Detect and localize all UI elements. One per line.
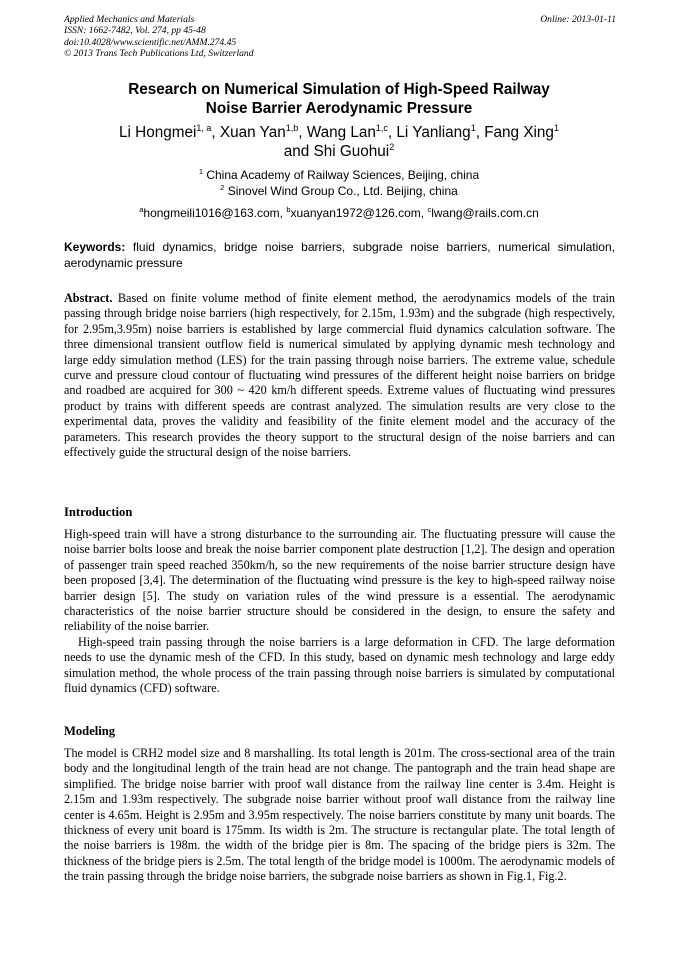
author-name: Li Hongmei [119,124,197,141]
affiliation-2: $^2$ Sinovel Wind Group Co., Ltd. Beijing, china [220,182,458,198]
author-sup: 1,b [285,123,299,133]
author-list [60,123,618,161]
author-emails: $^a$hongmeili1016@163.com, $^b$xuanyan1972@126.com, $^c$lwang@rails.com.cn [139,205,539,220]
author-line-2 [60,142,618,161]
keywords-text: fluid dynamics, bridge noise barriers, subgrade noise barriers, numerical simulation, aerodynamic pressure [64,240,615,270]
email-link: xuanyan1972@126.com, [290,206,428,220]
abstract-label: Abstract. [64,291,113,305]
journal-header [64,14,616,60]
keywords-label: Keywords: [64,240,126,254]
author-name: and Shi Guohui [283,143,390,160]
author-sup: 1 [470,123,476,133]
doi-line: doi:10.4028/www.scientific.net/AMM.274.45 [64,36,237,48]
introduction-body [64,527,615,696]
author-line-1: Li Hongmei$^{1, a}$, Xuan Yan$^{1,b}$, Wang Lan$^{1,c}$, Li Yanliang$^1$, Fang Xing$^1$ [119,123,559,141]
abstract [64,291,615,460]
affiliation-1: $^1$ China Academy of Railway Sciences, Beijing, china [198,167,480,182]
paragraph: The model is CRH2 model size and 8 marshalling. Its total length is 201m. The cross-sectional area of the train body and the longitudinal length of the train head are not change. The pantograph and the train head shape are simplified. The bridge noise barrier with proof wall distance from the railway line center is 3.4m. Height is 2.15m and 1.93m respectively. The subgrade noise barrier without proof wall distance from the railway line center is 4.65m. Height is 2.95m and 3.95m respectively. The noise barriers constitute by many unit boards. The thickness of every unit board is 175mm. Its width is 2m. The structure is rectangular plate. The total length of the noise barriers is 198m. the width of the bridge pier is 8m. The spacing of the bridge piers is 32m. The thickness of the bridge piers is 2.5m. The total length of the bridge model is 1000m. The aerodynamic models of the train passing through the bridge noise barriers, the subgrade noise barriers as shown in Fig.1, Fig.2. [64,746,615,884]
section-heading-modeling: Modeling [64,724,116,738]
title-line-2: Noise Barrier Aerodynamic Pressure [205,100,473,117]
modeling-body [64,746,615,885]
online-date: Online: 2013-01-11 [540,14,616,25]
section-heading-introduction: Introduction [64,505,133,519]
abstract-text: Based on finite volume method of finite element method, the aerodynamics models of the train passing through bridge noise barriers (high respectively, for 2.15m, 1.93m) and the subgrade (high respectively, for 2.95m,3.95m) noise barriers is established by large commercial fluid dynamics calculation software. The three dimensional transient outflow field is numerical simulated by applying dynamic mesh technology and large eddy simulation method (LES) for the train passing through noise barriers. The extreme value, schedule curve and pressure cloud contour of fluctuating wind pressures of the different height noise barriers on bridge and roadbed are acquired for 300 ~ 420 km/h different speeds. Extreme values of fluctuating wind pressures product by trains with different speeds are contrast analyzed. The simulation results are very close to the experimental data, proves the validity and feasibility of the finite element model and the accuracy of the parameters. This research provides the theory support to the structural design of the noise barriers and can effectively guide the structural design of the noise barriers. [64,291,615,460]
paragraph: High-speed train passing through the noise barriers is a large deformation in CFD. The large deformation needs to use the dynamic mesh of the CFD. In this study, based on dynamic mesh technology and large eddy simulation method, the whole process of the train passing through noise barriers is simulated by computational fluid dynamics (CFD) software. [64,634,615,696]
title-line-1: Research on Numerical Simulation of High-Speed Railway [128,81,550,98]
author-sup: 1,c [375,123,388,133]
author-sup: 1 [553,123,559,133]
keywords [64,240,615,271]
author-name: Fang Xing [484,124,554,141]
affiliations [60,168,618,199]
issn-line: ISSN: 1662-7482, Vol. 274, pp 45-48 [64,25,206,37]
paragraph: High-speed train will have a strong disturbance to the surrounding air. The fluctuating pressure will cause the noise barrier bolts loose and break the noise barrier component plate destruction [1,2]. The design and operation of passenger train speed reached 350km/h, so the new requirements of the noise barrier structure design have been proposed [3,4]. The determination of the fluctuating wind pressure is the key to high-speed railway noise barrier design [5]. The study on variation rules of the wind pressure is a essential. The aerodynamic characteristics of the noise barrier structure should be considered in the design, to ensure the safety and reliability of the noise barrier. [64,527,615,634]
author-name: Wang Lan [306,124,376,141]
journal-name: Applied Mechanics and Materials [64,14,195,25]
email-link: hongmeili1016@163.com, [143,206,287,220]
paper-title [60,80,618,118]
author-sup: 2 [389,142,395,152]
author-sup: 1, a [196,123,212,133]
author-name: Li Yanliang [396,124,471,141]
author-name: Xuan Yan [219,124,286,141]
email-link: lwang@rails.com.cn [431,206,539,220]
copyright-line: © 2013 Trans Tech Publications Ltd, Switzerland [64,48,254,60]
